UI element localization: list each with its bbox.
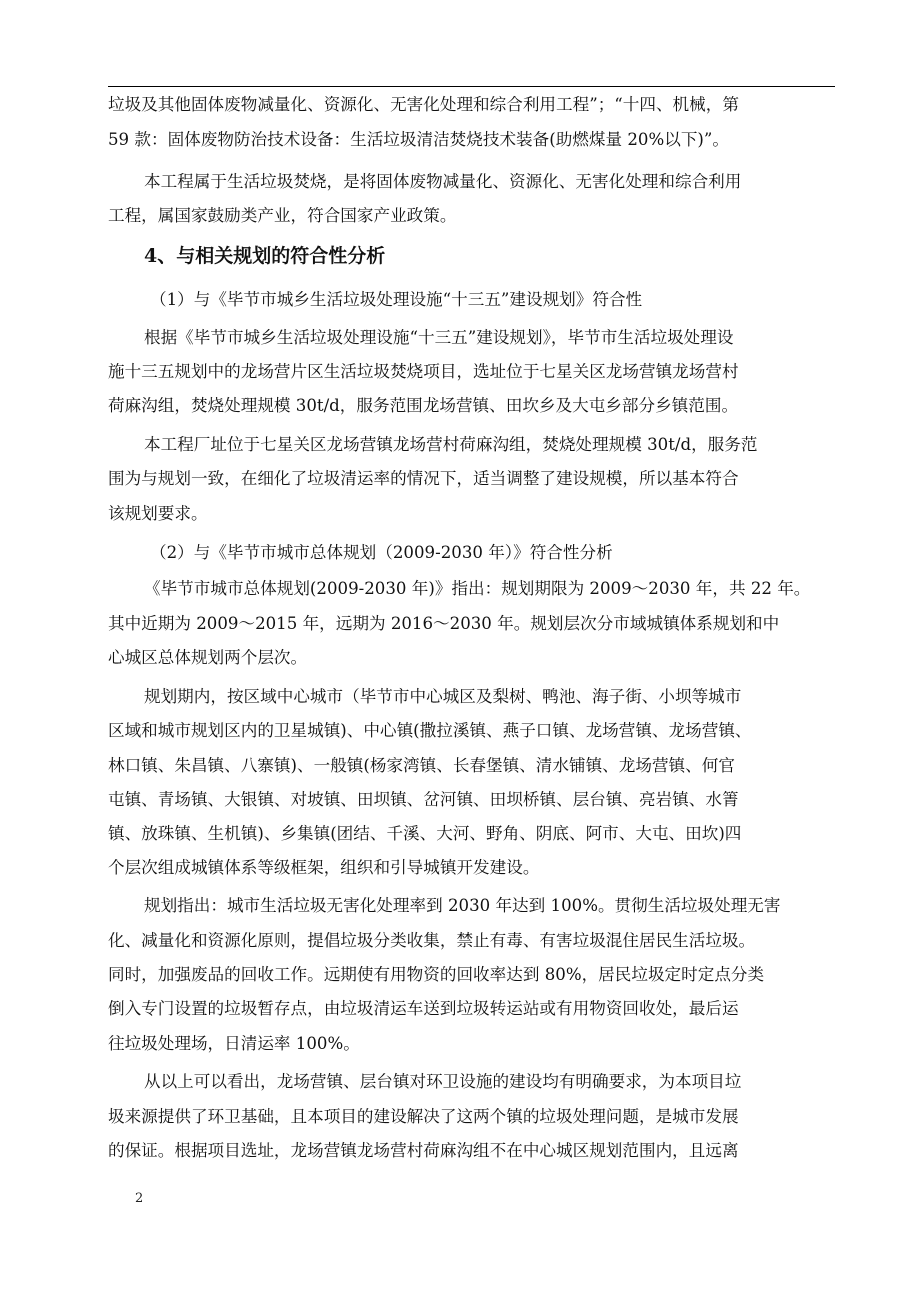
text-line: 屯镇、青场镇、大银镇、对坡镇、田坝镇、岔河镇、田坝桥镇、层台镇、亮岩镇、水箐: [108, 790, 739, 809]
text-line: 该规划要求。: [108, 504, 208, 523]
subsection-heading: （2）与《毕节市城市总体规划（2009-2030 年）》符合性分析: [150, 543, 613, 562]
text-line: 心城区总体规划两个层次。: [108, 648, 308, 667]
text-line: 根据《毕节市城乡生活垃圾处理设施“十三五”建设规划》，毕节市生活垃圾处理设: [144, 328, 734, 347]
text-line: 《毕节市城市总体规划(2009-2030 年)》指出：规划期限为 2009～2030 年，共 22 年。: [144, 579, 811, 598]
text-line: 本工程属于生活垃圾焚烧，是将固体废物减量化、资源化、无害化处理和综合利用: [144, 172, 742, 191]
text-line: 林口镇、朱昌镇、八寨镇)、一般镇(杨家湾镇、长春堡镇、清水铺镇、龙场营镇、何官: [108, 756, 735, 775]
text-line: 本工程厂址位于七星关区龙场营镇龙场营村荷麻沟组，焚烧处理规模 30t/d，服务范: [144, 435, 758, 454]
text-line: 围为与规划一致，在细化了垃圾清运率的情况下，适当调整了建设规模，所以基本符合: [108, 469, 739, 488]
text-line: 从以上可以看出，龙场营镇、层台镇对环卫设施的建设均有明确要求，为本项目垃: [144, 1072, 742, 1091]
text-line: 倒入专门设置的垃圾暂存点，由垃圾清运车送到垃圾转运站或有用物资回收处，最后运: [108, 999, 739, 1018]
text-line: 镇、放珠镇、生机镇)、乡集镇(团结、千溪、大河、野角、阴底、阿市、大屯、田坎)四: [108, 824, 742, 843]
text-line: 垃圾及其他固体废物减量化、资源化、无害化处理和综合利用工程”；“十四、机械，第: [108, 95, 739, 114]
text-line: 区域和城市规划区内的卫星城镇)、中心镇(撒拉溪镇、燕子口镇、龙场营镇、龙场营镇、: [108, 721, 752, 740]
text-line: 工程，属国家鼓励类产业，符合国家产业政策。: [108, 206, 457, 225]
text-line: 的保证。根据项目选址，龙场营镇龙场营村荷麻沟组不在中心城区规划范围内，且远离: [108, 1141, 739, 1160]
text-line: 59 款：固体废物防治技术设备：生活垃圾清洁焚烧技术装备(助燃煤量 20%以下)”。: [108, 130, 729, 149]
text-line: 规划指出：城市生活垃圾无害化处理率到 2030 年达到 100%。贯彻生活垃圾处理无害: [144, 896, 781, 915]
section-heading: 4、与相关规划的符合性分析: [144, 245, 386, 267]
text-line: 施十三五规划中的龙场营片区生活垃圾焚烧项目，选址位于七星关区龙场营镇龙场营村: [108, 362, 739, 381]
subsection-heading: （1）与《毕节市城乡生活垃圾处理设施“十三五”建设规划》符合性: [150, 290, 643, 309]
header-rule: [108, 86, 835, 87]
page-number: 2: [135, 1191, 144, 1206]
text-line: 个层次组成城镇体系等级框架，组织和引导城镇开发建设。: [108, 858, 540, 877]
text-line: 同时，加强废品的回收工作。远期使有用物资的回收率达到 80%，居民垃圾定时定点分类: [108, 965, 765, 984]
text-line: 化、减量化和资源化原则，提倡垃圾分类收集，禁止有毒、有害垃圾混住居民生活垃圾。: [108, 931, 756, 950]
text-line: 往垃圾处理场，日清运率 100%。: [108, 1034, 360, 1053]
text-line: 圾来源提供了环卫基础，且本项目的建设解决了这两个镇的垃圾处理问题，是城市发展: [108, 1107, 739, 1126]
text-line: 荷麻沟组，焚烧处理规模 30t/d，服务范围龙场营镇、田坎乡及大屯乡部分乡镇范围。: [108, 396, 739, 415]
text-line: 规划期内，按区域中心城市（毕节市中心城区及梨树、鸭池、海子街、小坝等城市: [144, 687, 742, 706]
text-line: 其中近期为 2009～2015 年，远期为 2016～2030 年。规划层次分市域城镇体系规划和中: [108, 614, 780, 633]
